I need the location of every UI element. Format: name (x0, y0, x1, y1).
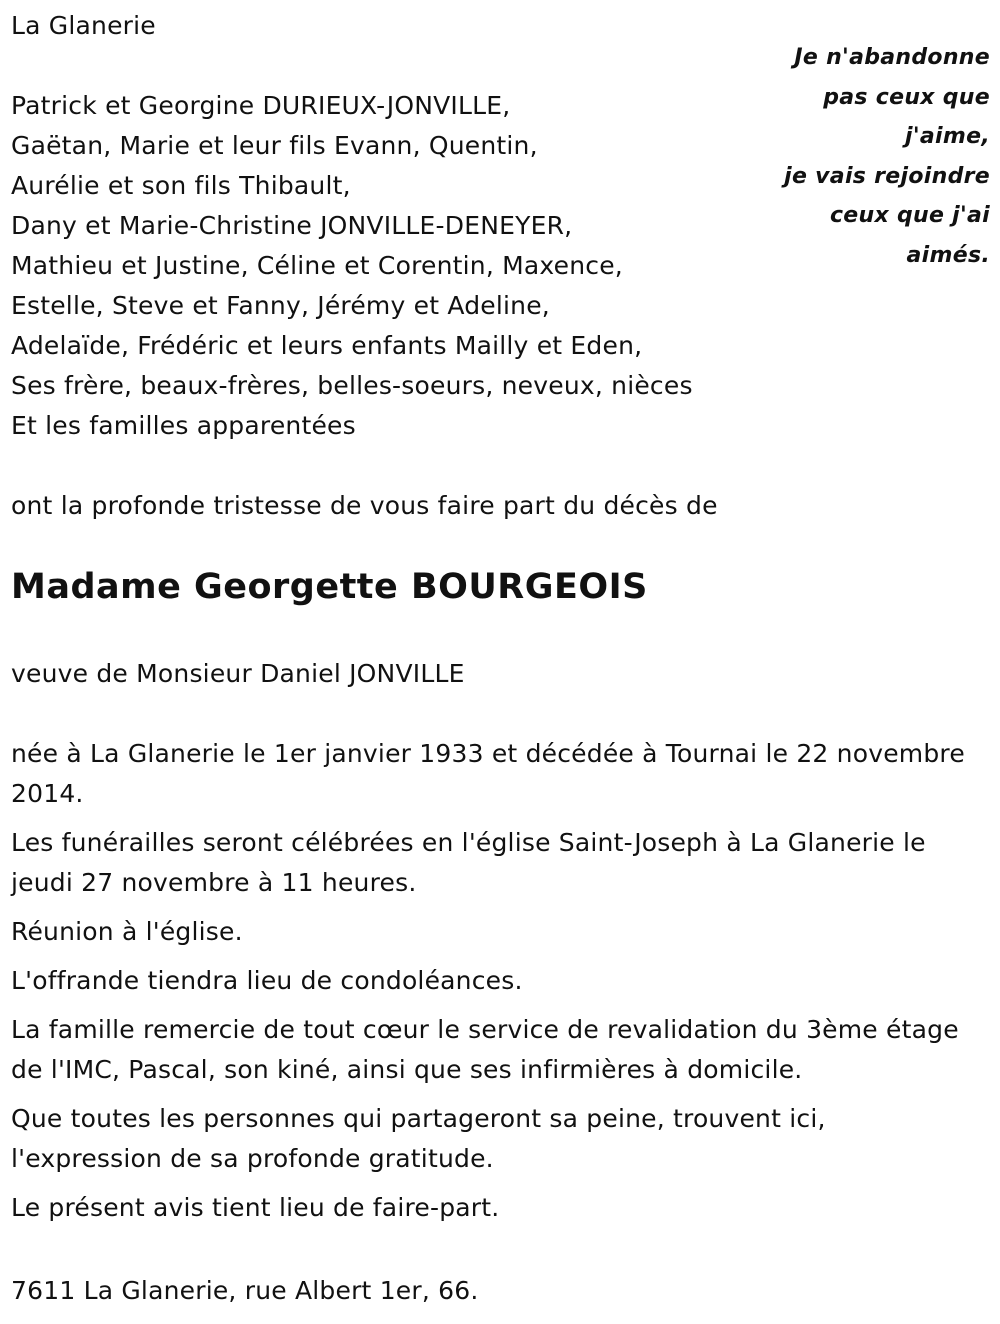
quote-line: pas ceux que (823, 84, 990, 110)
place-heading: La Glanerie (11, 11, 156, 40)
details-paragraph: Réunion à l'église. (11, 917, 243, 946)
details-paragraph: née à La Glanerie le 1er janvier 1933 et décédée à Tournai le 22 novembre 2014. (11, 739, 965, 808)
family-list (11, 86, 693, 446)
quote-line: Je n'abandonne (794, 45, 990, 70)
address: 7611 La Glanerie, rue Albert 1er, 66. (11, 1276, 479, 1305)
family-line: Patrick et Georgine DURIEUX-JONVILLE, (11, 91, 511, 120)
quote-line: j'aime, (905, 124, 990, 149)
details-paragraph: La famille remercie de tout cœur le service de revalidation du 3ème étage de l'IMC, Pascal, son kiné, ainsi que ses infirmières à domicile. (11, 1015, 959, 1084)
widow-of: veuve de Monsieur Daniel JONVILLE (11, 659, 465, 688)
funeral-details (11, 734, 981, 1228)
details-paragraph: Les funérailles seront célébrées en l'église Saint-Joseph à La Glanerie le jeudi 27 novembre à 11 heures. (11, 828, 926, 897)
family-line: Aurélie et son fils Thibault, (11, 171, 351, 200)
details-paragraph: L'offrande tiendra lieu de condoléances. (11, 966, 523, 995)
details-paragraph: Le présent avis tient lieu de faire-part. (11, 1193, 500, 1222)
family-line: Adelaïde, Frédéric et leurs enfants Mailly et Eden, (11, 331, 643, 360)
family-line: Gaëtan, Marie et leur fils Evann, Quentin, (11, 131, 538, 160)
announcement-intro: ont la profonde tristesse de vous faire part du décès de (11, 491, 718, 520)
quote-line: je vais rejoindre (784, 163, 990, 189)
quote-line: ceux que j'ai (829, 203, 990, 228)
family-line: Dany et Marie-Christine JONVILLE-DENEYER, (11, 211, 573, 240)
deceased-name: Madame Georgette BOURGEOIS (11, 567, 648, 607)
quote-block (750, 38, 990, 275)
family-line: Et les familles apparentées (11, 411, 356, 440)
family-line: Ses frère, beaux-frères, belles-soeurs, neveux, nièces (11, 371, 693, 400)
quote-line: aimés. (906, 242, 990, 268)
family-line: Estelle, Steve et Fanny, Jérémy et Adeline, (11, 291, 550, 320)
family-line: Mathieu et Justine, Céline et Corentin, Maxence, (11, 251, 623, 280)
details-paragraph: Que toutes les personnes qui partageront sa peine, trouvent ici, l'expression de sa profonde gratitude. (11, 1104, 826, 1173)
